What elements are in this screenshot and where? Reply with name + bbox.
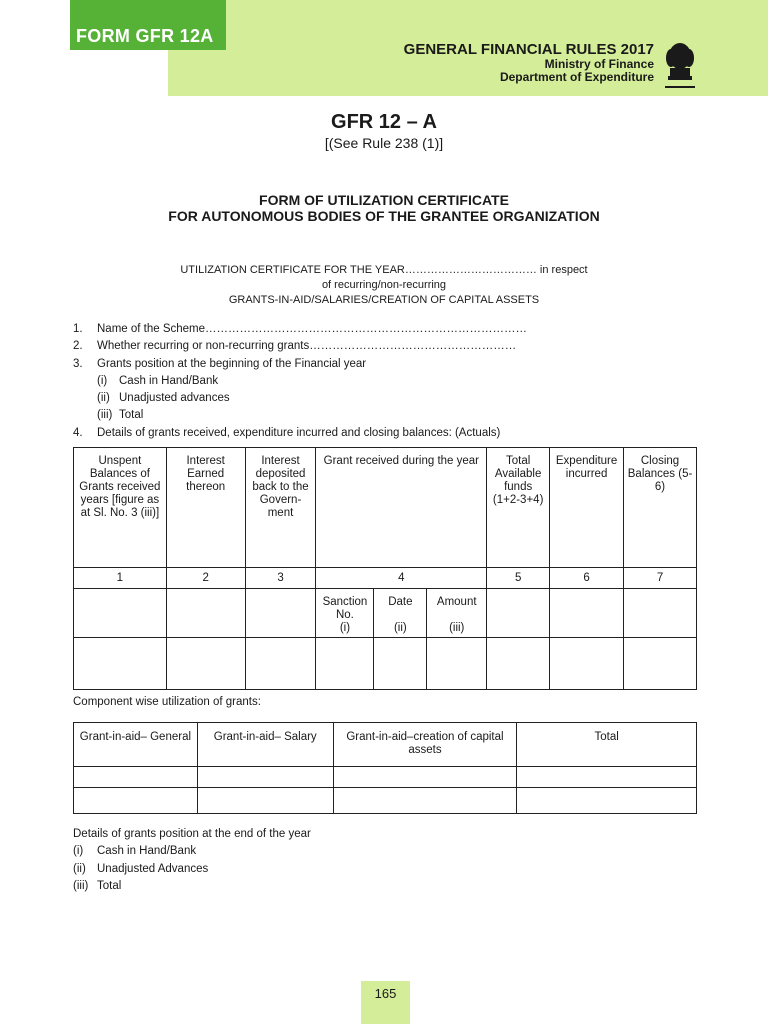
list-item: (ii) Unadjusted Advances (73, 862, 209, 875)
rules-title: GENERAL FINANCIAL RULES 2017 (403, 41, 654, 58)
form-heading (0, 192, 768, 224)
scheme-name-field: Name of the Scheme………………………………………………………………………… (97, 323, 528, 335)
table-cell (517, 788, 697, 814)
end-position-list (73, 826, 311, 895)
form-code-title: GFR 12 – A (331, 111, 437, 133)
col-interest-earned: Interest Earned thereon (166, 448, 245, 568)
end-position-heading: Details of grants position at the end of the year (73, 828, 311, 840)
table-cell (74, 788, 198, 814)
department-name: Department of Expenditure (499, 70, 654, 84)
col-number: 7 (624, 568, 697, 589)
certificate-intro (0, 263, 768, 308)
table-cell (74, 638, 167, 690)
list-item: (iii) Total (97, 409, 144, 422)
table-cell (333, 767, 517, 788)
list-item: 3. Grants position at the beginning of the Financial year (73, 357, 367, 370)
table-cell (624, 638, 697, 690)
table-cell (550, 638, 624, 690)
col-number: 4 (316, 568, 487, 589)
list-item: (iii) Total (73, 879, 122, 892)
list-item: 1. Name of the Scheme………………………………………………………………………… (73, 323, 528, 335)
col-closing-balances: Closing Balances (5-6) (624, 448, 697, 568)
col-number: 5 (487, 568, 550, 589)
col-grant-received: Grant received during the year (316, 448, 487, 568)
sub-col-sanction: Sanction No. (i) (316, 589, 374, 638)
header-text (404, 42, 654, 84)
col-unspent-balances: Unspent Balances of Grants received years [figure as at Sl. No. 3 (iii)] (74, 448, 167, 568)
details-list (73, 321, 527, 442)
col-total: Total (517, 723, 697, 767)
table-cell (374, 638, 427, 690)
component-label: Component wise utilization of grants: (73, 696, 261, 708)
table-cell (166, 589, 245, 638)
sub-col-amount: Amount (iii) (427, 589, 487, 638)
form-heading-line2: FOR AUTONOMOUS BODIES OF THE GRANTEE ORGANIZATION (168, 208, 600, 224)
col-number: 6 (550, 568, 624, 589)
list-item: (i) Cash in Hand/Bank (97, 374, 219, 387)
col-number: 2 (166, 568, 245, 589)
cert-line3: GRANTS-IN-AID/SALARIES/CREATION OF CAPITAL ASSETS (228, 294, 540, 306)
table-cell (166, 638, 245, 690)
grants-details-table (73, 447, 697, 690)
table-cell (197, 767, 333, 788)
page-number: 165 (361, 981, 410, 1024)
table-cell (74, 767, 198, 788)
list-item: 4. Details of grants received, expenditure incurred and closing balances: (Actuals) (73, 426, 501, 439)
cert-line2: of recurring/non-recurring (321, 279, 447, 291)
list-item: (i) Cash in Hand/Bank (73, 845, 197, 858)
recurring-field: Whether recurring or non-recurring grants……………………………………………… (97, 340, 517, 353)
list-item: (ii) Unadjusted advances (97, 392, 230, 405)
table-cell (427, 638, 487, 690)
sub-col-date: Date (ii) (374, 589, 427, 638)
table-cell (316, 638, 374, 690)
table-cell (624, 589, 697, 638)
col-gia-capital: Grant-in-aid–creation of capital assets (333, 723, 517, 767)
col-total-available: Total Available funds (1+2-3+4) (487, 448, 550, 568)
table-cell (197, 788, 333, 814)
component-table (73, 722, 697, 814)
table-cell (550, 589, 624, 638)
table-cell (517, 767, 697, 788)
col-expenditure: Expenditure incurred (550, 448, 624, 568)
col-number: 1 (74, 568, 167, 589)
see-rule: [(See Rule 238 (1)] (324, 135, 444, 151)
table-cell (333, 788, 517, 814)
table-cell (487, 638, 550, 690)
table-cell (245, 638, 316, 690)
col-number: 3 (245, 568, 316, 589)
col-gia-general: Grant-in-aid– General (74, 723, 198, 767)
col-interest-deposited: Interest deposited back to the Govern-ment (245, 448, 316, 568)
table-cell (487, 589, 550, 638)
list-item: 2. Whether recurring or non-recurring grants……………………………………………… (73, 340, 517, 353)
form-tab: FORM GFR 12A (70, 0, 226, 50)
table-cell (74, 589, 167, 638)
cert-line1: UTILIZATION CERTIFICATE FOR THE YEAR……………………………… in respect (180, 264, 588, 276)
form-heading-line1: FORM OF UTILIZATION CERTIFICATE (259, 192, 509, 208)
national-emblem-icon (660, 38, 700, 94)
table-cell (245, 589, 316, 638)
col-gia-salary: Grant-in-aid– Salary (197, 723, 333, 767)
ministry-name: Ministry of Finance (544, 57, 654, 71)
